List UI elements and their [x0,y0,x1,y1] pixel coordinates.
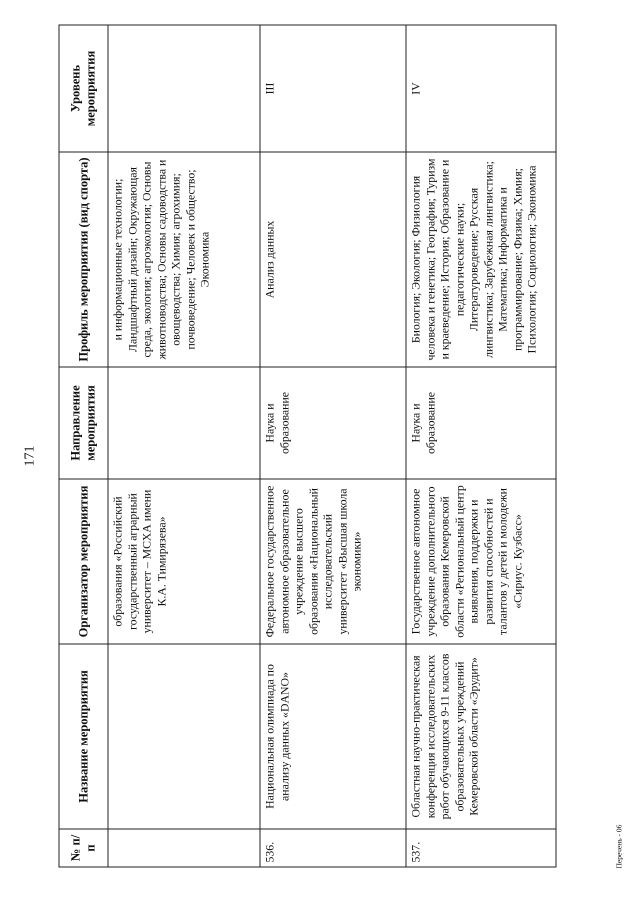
cell-organizer: Государственное автономное учреждение дополнительного образования Кемеровской области «Региональный центр выявления, поддержки и развития способностей и талантов у детей и молодежи «Сириус. Кузбасс» [406,479,556,644]
cell-num [108,829,260,867]
cell-profile: Биология; Экология; Физиология человека и генетика; География; Туризм и краеведение; История; Образование и педагогические науки; Литературоведение; Русская лингвистика; Зарубежная лингвистика; Математика; Информатика и программирование; Физика; Химия; Психология; Социология; Экономика [406,152,556,367]
cell-direction [108,367,260,479]
cell-level: IV [406,25,556,152]
header-organizer: Организатор мероприятия [59,479,108,644]
cell-profile: Анализ данных [260,152,406,367]
page-number: 171 [22,445,38,467]
rotated-page [1,0,640,905]
table-row [406,25,556,867]
cell-direction: Наука и образование [406,367,556,479]
table-header-row [59,25,108,867]
cell-direction: Наука и образование [260,367,406,479]
events-table [59,25,557,868]
cell-name [108,644,260,829]
cell-profile: и информационные технологии; Ландшафтный дизайн; Окружающая среда, экология; агроэкология; Основы животноводства; Основы садоводства и овощеводства; Химия; агрохимия; почвоведение; Человек и общество; Экономика [108,152,260,367]
cell-level [108,25,260,152]
cell-organizer: Федеральное государственное автономное образовательное учреждение высшего образования «Национальный исследовательский университет «Высшая школа экономики» [260,479,406,644]
footer-note: Перечень - 06 [614,824,624,869]
cell-organizer: образования «Российский государственный аграрный университет – МСХА имени К.А. Тимирязева» [108,479,260,644]
table-row [260,25,406,867]
header-level: Уровень мероприятия [59,25,108,152]
header-name: Название мероприятия [59,644,108,829]
cell-level: III [260,25,406,152]
cell-name: Национальная олимпиада по анализу данных «DANO» [260,644,406,829]
table-row [108,25,260,867]
cell-num: 537. [406,829,556,867]
cell-num: 536. [260,829,406,867]
header-num: № п/п [59,829,108,867]
cell-name: Областная научно-практическая конференция исследовательских работ обучающихся 9-11 классов образовательных учреждений Кемеровской области «Эрудит» [406,644,556,829]
header-profile: Профиль мероприятия (вид спорта) [59,152,108,367]
header-direction: Направление мероприятия [59,367,108,479]
